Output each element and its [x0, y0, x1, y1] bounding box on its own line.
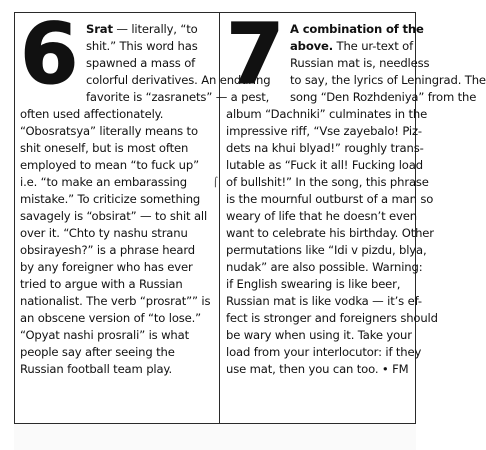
body-text: permutations like “Idi v pizdu, blya,	[226, 243, 427, 257]
body-text: tried to argue with a Russian	[20, 277, 183, 291]
body-text: people say after seeing the	[20, 345, 175, 359]
text-line	[20, 123, 212, 140]
text-line	[20, 344, 212, 361]
body-text: use mat, then you can too. • FM	[226, 362, 409, 376]
body-text: spawned a mass of	[86, 56, 196, 70]
body-text: colorful derivatives. An enduring	[86, 73, 271, 87]
body-text: lutable as “Fuck it all! Fucking load	[226, 158, 423, 172]
body-text: Russian football team play.	[20, 362, 173, 376]
headword: A combination of the	[290, 22, 424, 36]
text-line	[20, 106, 212, 123]
text-line	[226, 259, 423, 276]
body-text: — literally, “to	[112, 22, 198, 36]
text-line	[226, 327, 412, 344]
body-text: savagely is “obsirat” — to shit all	[20, 209, 208, 223]
body-text: “Obosratsya” literally means to	[20, 124, 198, 138]
text-line	[226, 208, 417, 225]
body-text: fect is stronger and foreigners should	[226, 311, 438, 325]
body-text: shit oneself, but is most often	[20, 141, 189, 155]
body-text: favorite is “zasranets” — a pest,	[86, 90, 270, 104]
text-line	[20, 293, 212, 310]
body-text: song “Den Rozhdeniya” from the	[290, 90, 477, 104]
body-text: i.e. “to make an embarassing	[20, 175, 187, 189]
body-text: want to celebrate his birthday. Other	[226, 226, 434, 240]
body-text: Russian mat is like vodka — it’s ef-	[226, 294, 422, 308]
text-line	[20, 191, 212, 208]
section-number-7: 7	[226, 5, 283, 103]
body-text: by any foreigner who has ever	[20, 260, 193, 274]
body-text: employed to mean “to fuck up”	[20, 158, 199, 172]
text-line	[226, 225, 434, 242]
body-text: nudak” are also possible. Warning:	[226, 260, 423, 274]
body-text: to say, the lyrics of Leningrad. The	[290, 73, 486, 87]
body-text: of bullshit!” In the song, this phrase	[226, 175, 429, 189]
body-text: The ur-text of	[333, 39, 413, 53]
body-text: an obscene version of “to lose.”	[20, 311, 202, 325]
margin-mark: ⌠	[213, 178, 218, 188]
text-line	[226, 174, 429, 191]
body-text: weary of life that he doesn’t even	[226, 209, 417, 223]
body-text: mistake.” To criticize something	[20, 192, 201, 206]
section-number-6: 6	[20, 5, 77, 103]
text-line	[226, 310, 438, 327]
text-line	[20, 276, 212, 293]
body-text: over it. “Chto ty nashu stranu	[20, 226, 188, 240]
text-line	[20, 327, 212, 344]
text-line	[20, 361, 212, 378]
text-line	[20, 310, 212, 327]
text-line	[226, 276, 412, 293]
headword: above.	[290, 39, 334, 53]
text-line	[226, 157, 423, 174]
body-text: “Opyat nashi prosrali” is what	[20, 328, 189, 342]
body-text: shit.” This word has	[86, 39, 198, 53]
body-text: be wary when using it. Take your	[226, 328, 412, 342]
body-text: is the mournful outburst of a man so	[226, 192, 434, 206]
text-line	[226, 123, 422, 140]
body-text: if English swearing is like beer,	[226, 277, 401, 291]
body-text: album “Dachniki” culminates in the	[226, 107, 428, 121]
text-line	[226, 140, 424, 157]
text-line	[226, 293, 422, 310]
text-line	[226, 106, 428, 123]
body-text: dets na khui blyad!” roughly trans-	[226, 141, 424, 155]
text-line	[20, 208, 212, 225]
text-line	[20, 259, 212, 276]
text-line	[20, 157, 212, 174]
text-line	[20, 242, 212, 259]
right-column	[226, 5, 486, 378]
headword: Srat	[86, 22, 113, 36]
text-line	[20, 140, 212, 157]
body-text: obsirayesh?” is a phrase heard	[20, 243, 195, 257]
body-text: nationalist. The verb “prosrat”” is	[20, 294, 211, 308]
body-text: load from your interlocutor: if they	[226, 345, 422, 359]
page-bottom-margin	[14, 424, 416, 450]
body-text: Russian mat is, needless	[290, 56, 430, 70]
text-line	[20, 225, 212, 242]
text-line	[226, 361, 412, 378]
text-line	[226, 191, 434, 208]
text-line	[226, 344, 422, 361]
text-line	[226, 242, 427, 259]
body-text: often used affectionately.	[20, 107, 164, 121]
text-line	[20, 174, 212, 191]
left-column	[20, 5, 271, 378]
body-text: impressive riff, “Vse zayebalo! Piz-	[226, 124, 422, 138]
